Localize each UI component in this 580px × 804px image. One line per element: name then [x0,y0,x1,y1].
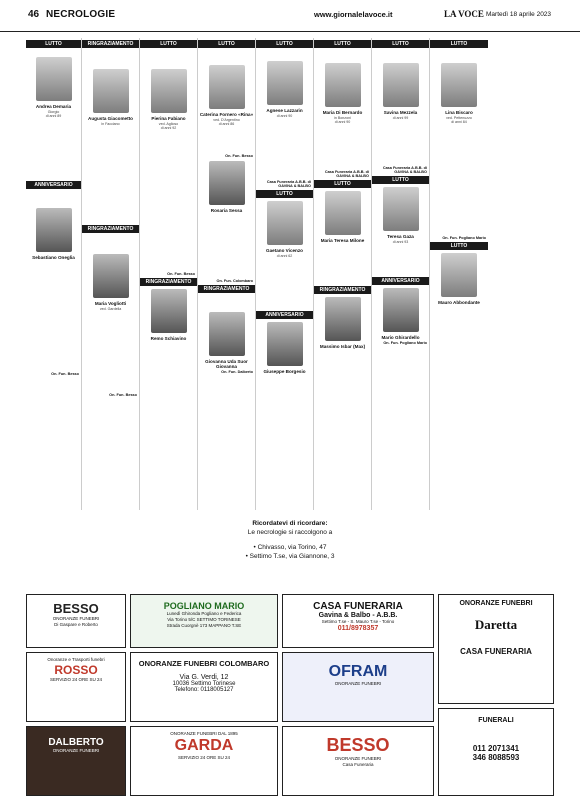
deceased-name: Rosaria Sessa [210,208,243,213]
deceased-name: Mauro Abbondante [438,300,480,305]
obituary-column-1 [26,38,82,510]
deceased-age: di anni 93 [392,240,409,244]
deceased-name: Agnese Lazzarin [266,108,303,113]
deceased-photo [441,253,477,297]
ad-name: BESSO [53,601,99,616]
deceased-age: di anni 86 [218,122,235,126]
funeral-home: On. Fun. Dalberto [221,370,253,374]
deceased-name: Maria Di Bernardo [322,110,363,115]
obituary-column-8 [430,38,488,510]
obituary-column-6 [314,38,372,510]
page-header [0,0,580,32]
deceased-details: ved. Aglioso [158,122,179,126]
funeral-home: On. Fun. Pogliano Mario [442,236,486,240]
deceased-name: Giuseppe Borgesio [263,369,306,374]
deceased-age: di anni 84 [451,120,467,124]
obituary-column-7 [372,38,430,510]
notice-bar: RINGRAZIAMENTO [140,278,197,286]
notice-bar: ANNIVERSARIO [256,311,313,319]
notice-bar: LUTTO [198,40,255,48]
ad-daretta[interactable]: ONORANZE FUNEBRI Daretta CASA FUNERARIA [438,594,554,704]
obituary-column-4 [198,38,256,510]
deceased-photo [93,69,129,113]
notice-bar: LUTTO [372,40,429,48]
ad-name: BESSO [326,735,390,755]
deceased-details: ved. Gardella [99,307,122,311]
remembrance-box [200,512,380,588]
deceased-photo [441,63,477,107]
notice-bar: LUTTO [314,40,371,48]
ad-pogliano[interactable]: POGLIANO MARIO Lunedì Ghironda Pogliano e Federica Via Torino 5/C SETTIMO TORINESE Strada Cuorgnè 173 MAPPANO T.SE [130,594,278,648]
ad-name: FUNERALI [478,717,514,724]
notice-bar: ANNIVERSARIO [372,277,429,285]
notice-bar: LUTTO [430,242,488,250]
deceased-details: in Bonzoni [334,116,351,120]
ad-name: GARDA [174,737,234,754]
notice-bar: RINGRAZIAMENTO [198,285,255,293]
ad-colombaro[interactable]: ONORANZE FUNEBRI COLOMBARO Via G. Verdi, 12 10036 Settimo Torinese Telefono: 0118005127 [130,652,278,722]
ad-name: OFRAM [328,663,388,680]
deceased-name: Andrea Demaria [35,104,72,110]
deceased-name: Pierina Fabiano [151,116,186,121]
ad-name: DALBERTO [48,737,104,748]
ad-gavina[interactable]: CASA FUNERARIA Gavina & Balbo - A.B.B. Settimo T.se - S. Mauro T.se - Torino 011/8978357 [282,594,434,648]
deceased-photo [36,57,72,101]
obituary-column-5 [256,38,314,510]
office-settimo: • Settimo T.se, via Giannone, 3 [245,553,335,560]
remembrance-subtitle: Le necrologie si raccolgono a [247,529,333,536]
deceased-name: Teresa Gaza [387,234,414,239]
deceased-name: Remo Schiavino [150,336,187,341]
ad-name: ONORANZE FUNEBRI [459,600,533,607]
deceased-photo [383,288,419,332]
deceased-name: Maria Teresa Milone [320,238,365,243]
funeral-home: Casa Funeraria A.B.B. di GAVINA & BALBO [324,170,369,178]
deceased-photo [209,161,245,205]
deceased-photo [325,191,361,235]
deceased-photo [267,61,303,105]
deceased-name: Massimo Isbar (Max) [319,344,366,349]
ad-name: ROSSO [54,663,98,677]
obituary-column-3 [140,38,198,510]
ad-dalberto[interactable]: DALBERTO ONORANZE FUNEBRI [26,726,126,796]
deceased-details: in Facciano [101,122,120,126]
deceased-name: Giovanna Uda Suor Giovanna [205,359,248,369]
section-title: NECROLOGIE [46,9,116,20]
funeral-home: On. Fun. Pogliano Mario [383,341,427,345]
deceased-age: di anni 90 [276,114,293,118]
deceased-name: Caterina Fornero «Rina» [199,112,254,117]
deceased-photo [267,322,303,366]
deceased-age: di anni 90 [334,120,351,124]
deceased-photo [325,297,361,341]
newspaper-name: LA VOCE [444,9,484,19]
deceased-name: Mario Ghirardello [381,335,420,340]
deceased-name: Savina Mezzela [383,110,418,115]
funeral-home: On. Fun. Besso [167,272,195,276]
deceased-details: Giorgio [47,110,60,115]
funeral-home: Casa Funeraria A.B.B. di GAVINA & BALBO [266,180,311,188]
ad-name: ONORANZE FUNEBRI COLOMBARO [138,659,270,668]
deceased-photo [93,254,129,298]
ad-ofram[interactable]: OFRAM ONORANZE FUNEBRI [282,652,434,722]
notice-bar: LUTTO [26,40,81,48]
deceased-details: ved. D'Argentino [213,118,240,122]
deceased-photo [267,201,303,245]
notice-bar: LUTTO [372,176,429,184]
deceased-name: Maria Vogliotti [94,301,127,306]
funeral-home: Casa Funeraria A.B.B. di GAVINA & BALBO [382,166,427,174]
deceased-details: ved. Pettenuzzo [446,116,472,120]
funeral-home: On. Fun. Besso [225,154,253,158]
deceased-photo [383,63,419,107]
notice-bar: RINGRAZIAMENTO [82,225,139,233]
deceased-photo [151,289,187,333]
deceased-age: di anni 89 [45,114,62,119]
deceased-photo [151,69,187,113]
deceased-photo [209,65,245,109]
ad-name: POGLIANO MARIO [163,601,245,611]
deceased-name: Gaetano Vicenzo [266,248,303,253]
ad-rosso[interactable]: Onoranze e Trasporti funebri ROSSO SERVIZIO 24 ORE SU 24 [26,652,126,722]
deceased-photo [209,312,245,356]
office-chivasso: • Chivasso, via Torino, 47 [253,544,327,551]
deceased-age: di anni 92 [160,126,177,130]
ad-besso-2[interactable]: BESSO ONORANZE FUNEBRI Casa Funeraria [282,726,434,796]
ad-besso[interactable]: BESSO ONORANZE FUNEBRI Di Gaspare e Roberto [26,594,126,648]
notice-bar: LUTTO [314,180,371,188]
funeral-home: On. Fun. Besso [51,372,79,377]
ad-funerali[interactable]: FUNERALI 011 2071341 346 8088593 [438,708,554,796]
notice-bar: RINGRAZIAMENTO [314,286,371,294]
notice-bar: LUTTO [256,190,313,198]
obituary-column-2 [82,38,140,510]
deceased-name: Sebastiano Oneglia [32,255,75,261]
remembrance-title: Ricordatevi di ricordare: [252,520,328,527]
deceased-photo [36,208,72,252]
funeral-home: On. Fun. Colombaro [216,279,253,283]
notice-bar: LUTTO [140,40,197,48]
site-url[interactable]: www.giornalelavoce.it [314,10,393,19]
deceased-photo [325,63,361,107]
notice-bar: LUTTO [256,40,313,48]
deceased-photo [383,187,419,231]
deceased-age: di anni 62 [276,254,293,258]
page-number: 46 [28,9,40,20]
deceased-age: di anni 99 [392,116,409,120]
funeral-home: On. Fun. Besso [109,393,137,397]
deceased-name: Augusta Giacometto [88,116,133,121]
notice-bar: LUTTO [430,40,488,48]
deceased-name: Lina Biscaro [445,110,473,115]
ad-name: CASA FUNERARIA [313,601,403,612]
ad-garda[interactable]: ONORANZE FUNEBRI DAL 1895 GARDA SERVIZIO 24 ORE SU 24 [130,726,278,796]
notice-bar: ANNIVERSARIO [26,181,81,189]
issue-date: Martedì 18 aprile 2023 [486,11,552,18]
notice-bar: RINGRAZIAMENTO [82,40,139,48]
